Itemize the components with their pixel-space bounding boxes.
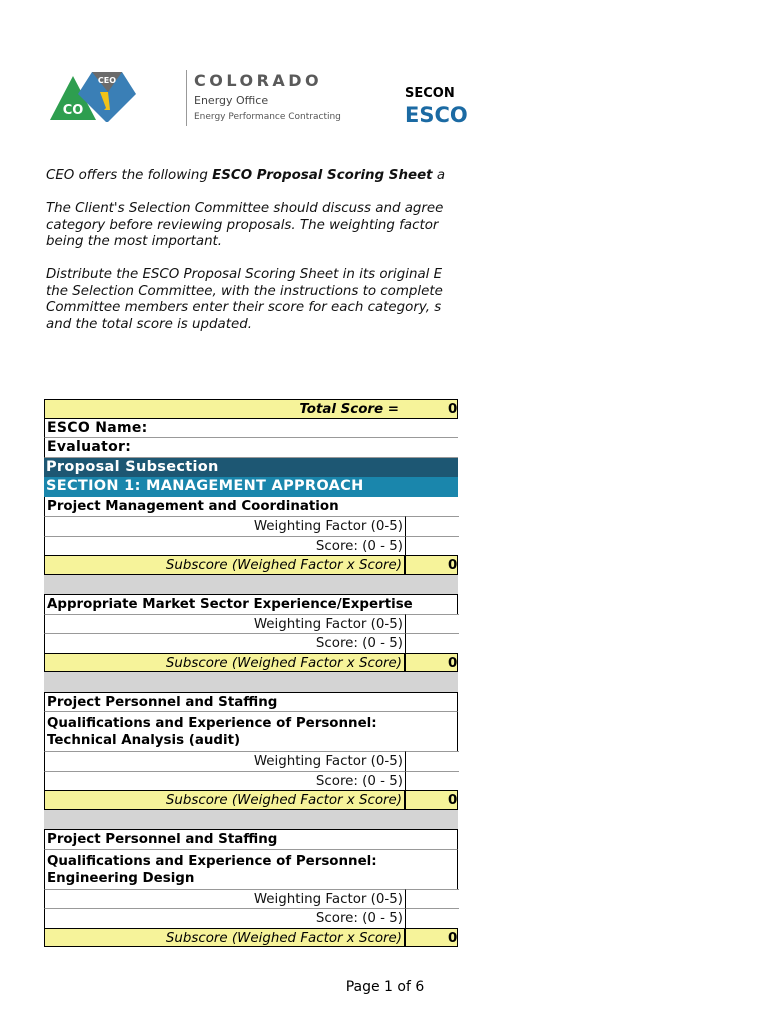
weighting-factor-row — [44, 751, 458, 771]
subscore-label: Subscore (Weighed Factor x Score) — [165, 793, 402, 808]
subscore-value: 0 — [448, 655, 458, 671]
weighting-factor-label: Weighting Factor (0-5) — [253, 754, 403, 769]
block-subtitle-line: Qualifications and Experience of Personnel: — [47, 853, 377, 869]
state-short-text: CO — [62, 103, 84, 118]
paragraph-line: being the most important. — [46, 234, 223, 250]
esco-name-label: ESCO Name: — [47, 419, 148, 436]
total-score-row — [44, 399, 458, 419]
block-spacer — [44, 672, 458, 692]
subscore-value: 0 — [448, 930, 458, 946]
total-score-label: Total Score = — [299, 402, 399, 417]
block-title: Project Personnel and Staffing — [44, 692, 458, 712]
weighting-factor-row — [44, 614, 458, 634]
subscore-row — [44, 790, 458, 810]
logo-org-name: COLORADO — [194, 71, 323, 90]
paragraph-line: The Client's Selection Committee should discuss and agree — [46, 201, 444, 216]
subscore-label: Subscore (Weighed Factor x Score) — [165, 930, 402, 946]
weighting-factor-input[interactable] — [405, 516, 459, 536]
score-row — [44, 536, 458, 556]
block-subtitle — [44, 711, 458, 751]
block-subtitle-line: Engineering Design — [47, 870, 195, 886]
paragraph-line: and the total score is updated. — [46, 316, 252, 332]
block-subtitle-line: Qualifications and Experience of Personnel: — [47, 716, 377, 731]
subscore-divider — [404, 654, 406, 672]
section-1-header: SECTION 1: MANAGEMENT APPROACH — [44, 477, 458, 497]
score-input[interactable] — [405, 536, 459, 556]
subscore-label: Subscore (Weighed Factor x Score) — [165, 655, 402, 671]
logo-office-name: Energy Office — [194, 94, 269, 107]
subscore-label: Subscore (Weighed Factor x Score) — [165, 558, 402, 573]
weighting-factor-row — [44, 516, 458, 536]
evaluator-row[interactable] — [44, 438, 458, 458]
score-label: Score: (0 - 5) — [315, 538, 403, 554]
subscore-divider — [404, 929, 406, 947]
subscore-divider — [404, 791, 406, 809]
co-mountain-logo-icon — [48, 70, 140, 128]
block-subtitle-line: Technical Analysis (audit) — [47, 733, 241, 748]
colorado-energy-office-logo — [48, 70, 341, 128]
block-spacer — [44, 810, 458, 830]
logo-program-name: Energy Performance Contracting — [194, 112, 341, 122]
weighting-factor-input[interactable] — [405, 614, 459, 634]
paragraph-line: the Selection Committee, with the instructions to complete — [46, 283, 443, 299]
block-title: Project Management and Coordination — [44, 497, 458, 517]
score-input[interactable] — [405, 908, 459, 928]
paragraph-line: Committee members enter their score for each category, s — [46, 300, 442, 316]
subscore-row — [44, 653, 458, 673]
block-subtitle — [44, 849, 458, 889]
scoring-sheet — [44, 399, 458, 947]
page-number: Page 1 of 6 — [345, 979, 425, 995]
weighting-factor-input[interactable] — [405, 751, 459, 771]
weighting-factor-label: Weighting Factor (0-5) — [253, 616, 403, 632]
subscore-value: 0 — [448, 793, 458, 808]
block-spacer — [44, 575, 458, 595]
esco-name-row[interactable] — [44, 419, 458, 439]
intro-pre: CEO offers the following — [46, 168, 213, 183]
intro-bold: ESCO Proposal Scoring Sheet — [212, 168, 433, 183]
logo-divider — [186, 70, 187, 126]
score-label: Score: (0 - 5) — [315, 773, 403, 789]
evaluator-label: Evaluator: — [47, 439, 132, 455]
score-row — [44, 908, 458, 928]
score-row — [44, 771, 458, 791]
distribute-paragraph — [46, 267, 458, 333]
score-input[interactable] — [405, 633, 459, 653]
subscore-row — [44, 555, 458, 575]
paragraph-line: Distribute the ESCO Proposal Scoring Sheet in its original E — [46, 267, 443, 282]
score-input[interactable] — [405, 771, 459, 791]
subscore-value: 0 — [448, 558, 458, 573]
weighting-factor-label: Weighting Factor (0-5) — [253, 519, 403, 534]
paragraph-line: category before reviewing proposals. The weighting factor — [46, 217, 439, 233]
score-label: Score: (0 - 5) — [315, 911, 403, 926]
total-score-value: 0 — [448, 402, 458, 417]
header-line-1: SECON — [405, 86, 455, 101]
badge-text: CEO — [97, 76, 117, 85]
subscore-divider — [404, 556, 406, 574]
weighting-factor-input[interactable] — [405, 889, 459, 909]
subscore-row — [44, 928, 458, 948]
score-label: Score: (0 - 5) — [315, 636, 403, 651]
weighting-factor-row — [44, 889, 458, 909]
header-title: ESCO — [405, 103, 468, 127]
selection-committee-paragraph — [46, 201, 458, 251]
intro-paragraph — [46, 168, 458, 185]
block-title: Appropriate Market Sector Experience/Expertise — [44, 594, 458, 614]
proposal-subsection-header: Proposal Subsection — [44, 458, 458, 478]
intro-post: a — [432, 168, 446, 183]
score-row — [44, 633, 458, 653]
weighting-factor-label: Weighting Factor (0-5) — [253, 891, 403, 907]
block-title: Project Personnel and Staffing — [44, 829, 458, 849]
